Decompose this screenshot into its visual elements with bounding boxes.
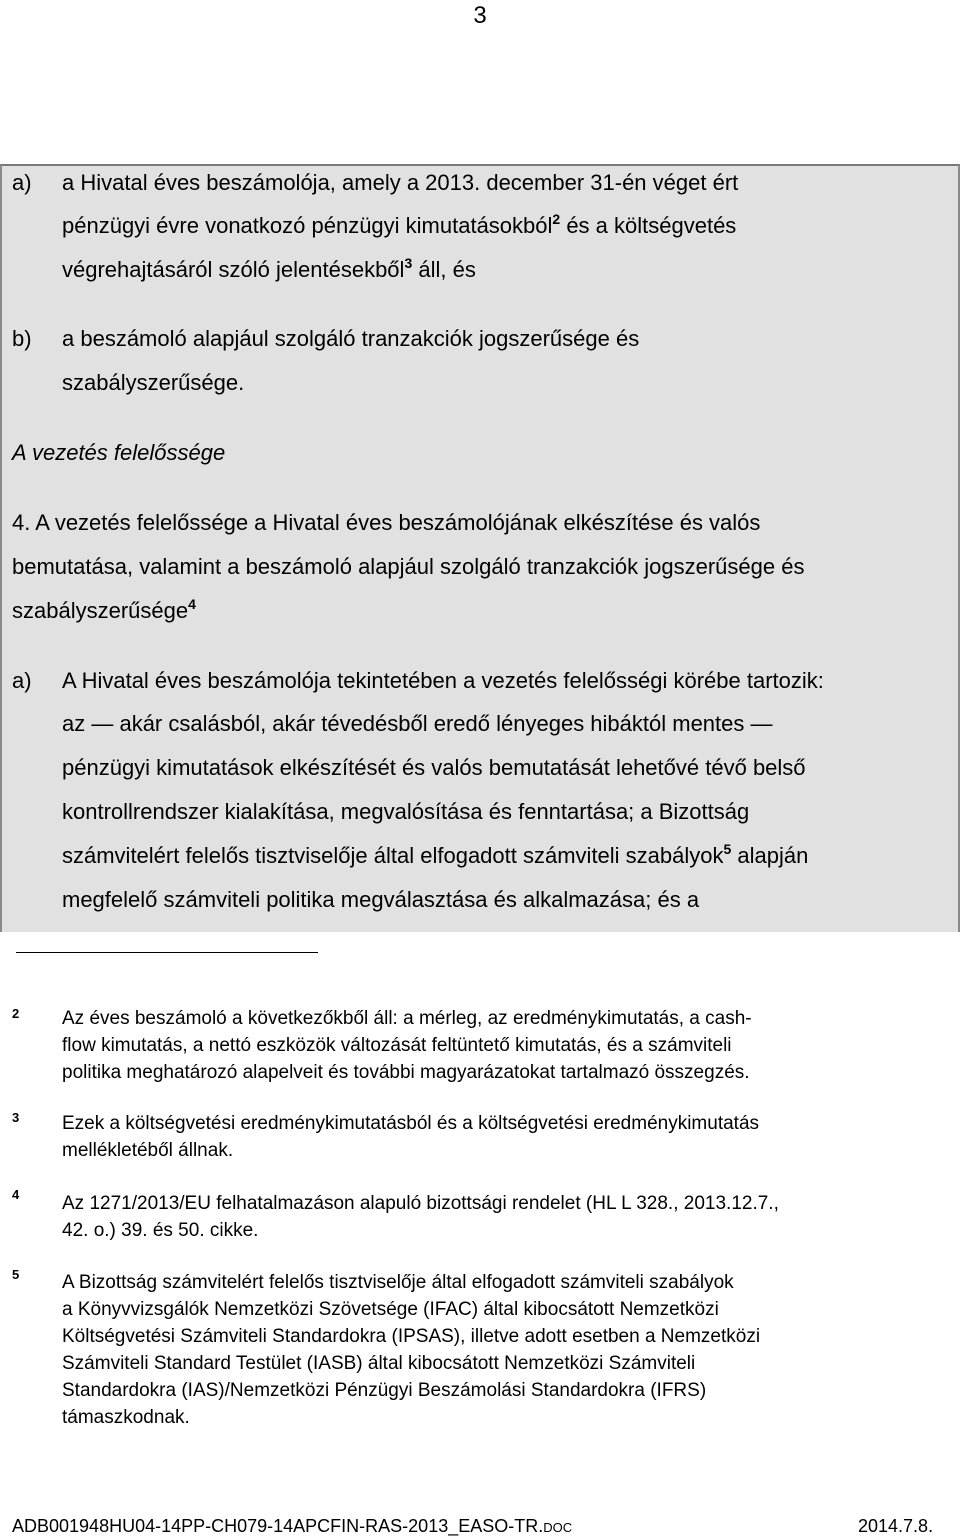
footnote-5-line-4: Számviteli Standard Testület (IASB) által kibocsátott Nemzetközi Számviteli [62, 1353, 696, 1374]
item-a2-line-5: számvitelért felelős tisztviselője által elfogadott számviteli szabályok$^5$ alapján [62, 841, 809, 868]
footnote-3-line-1: Ezek a költségvetési eredménykimutatásból és a költségvetési eredménykimutatás [62, 1113, 760, 1134]
footnote-5-line-6: támaszkodnak. [62, 1407, 190, 1428]
list-marker-a: a) [12, 170, 32, 195]
footnote-2-line-2: flow kimutatás, a nettó eszközök változását feltüntető kimutatás, és a számviteli [62, 1035, 732, 1056]
footnote-ref-4[interactable]: 4 [188, 596, 196, 612]
para-4-line-2: bemutatása, valamint a beszámoló alapjául szolgáló tranzakciók jogszerűsége és [12, 554, 805, 579]
footnote-5-line-2: a Könyvvizsgálók Nemzetközi Szövetsége (IFAC) által kibocsátott Nemzetközi [62, 1299, 719, 1320]
footnote-4-line-2: 42. o.) 39. és 50. cikke. [62, 1220, 259, 1241]
footnote-5-line-3: Költségvetési Számviteli Standardokra (IPSAS), illetve adott esetben a Nemzetközi [62, 1326, 761, 1347]
footnote-number-3: 3 [12, 1110, 20, 1125]
footer-document-id: ADB001948HU04-14PP-CH079-14APCFIN-RAS-2013_EASO-TR.DOC [12, 1516, 573, 1536]
footnote-2-line-3: politika meghatározó alapelveit és további magyarázatokat tartalmazó összegzés. [62, 1062, 750, 1083]
footnote-ref-2[interactable]: 2 [552, 211, 561, 227]
footnote-5-line-1: A Bizottság számvitelért felelős tisztviselője által elfogadott számviteli szabályok [62, 1272, 734, 1293]
footnote-number-4: 4 [12, 1187, 20, 1202]
footnote-number-2: 2 [12, 1006, 20, 1021]
page-number: 3 [473, 2, 487, 29]
footnote-4-line-1: Az 1271/2013/EU felhatalmazáson alapuló bizottsági rendelet (HL L 328., 2013.12.7., [62, 1193, 779, 1214]
item-a2-line-4: kontrollrendszer kialakítása, megvalósítása és fenntartása; a Bizottság [62, 799, 750, 824]
item-b-line-1: a beszámoló alapjául szolgáló tranzakciók jogszerűsége és [62, 326, 640, 351]
item-a2-line-1: A Hivatal éves beszámolója tekintetében a vezetés felelősségi körébe tartozik: [62, 668, 824, 693]
footer-date: 2014.7.8. [858, 1516, 934, 1536]
list-marker-a2: a) [12, 668, 32, 693]
item-b-line-2: szabályszerűsége. [62, 370, 245, 395]
footnote-separator [16, 952, 318, 953]
footnote-3-line-2: mellékletéből állnak. [62, 1140, 234, 1161]
para-4-line-1: 4. A vezetés felelőssége a Hivatal éves beszámolójának elkészítése és valós [12, 510, 761, 535]
item-a-line-3: végrehajtásáról szóló jelentésekből$^3$ áll, és [62, 255, 476, 282]
footnote-number-5: 5 [12, 1267, 20, 1282]
footnote-5-line-5: Standardokra (IAS)/Nemzetközi Pénzügyi Beszámolási Standardokra (IFRS) [62, 1380, 707, 1401]
footnote-2-line-1: Az éves beszámoló a következőkből áll: a mérleg, az eredménykimutatás, a cash- [62, 1008, 752, 1029]
item-a-line-2: pénzügyi évre vonatkozó pénzügyi kimutatásokból$^2$ és a költségvetés [62, 211, 737, 238]
footnote-ref-3[interactable]: 3 [404, 255, 413, 271]
item-a2-line-6: megfelelő számviteli politika megválasztása és alkalmazása; és a [62, 887, 700, 912]
item-a-line-1: a Hivatal éves beszámolója, amely a 2013. december 31-én véget ért [62, 170, 739, 195]
list-marker-b: b) [12, 326, 32, 351]
item-a2-line-2: az — akár csalásból, akár tévedésből eredő lényeges hibáktól mentes — [62, 711, 773, 736]
footnote-ref-5[interactable]: 5 [723, 841, 732, 857]
section-heading: A vezetés felelőssége [12, 440, 226, 465]
item-a2-line-3: pénzügyi kimutatások elkészítését és valós bemutatását lehetővé tévő belső [62, 755, 806, 780]
para-4-line-3: szabályszerűsége$^4$ [12, 596, 196, 623]
